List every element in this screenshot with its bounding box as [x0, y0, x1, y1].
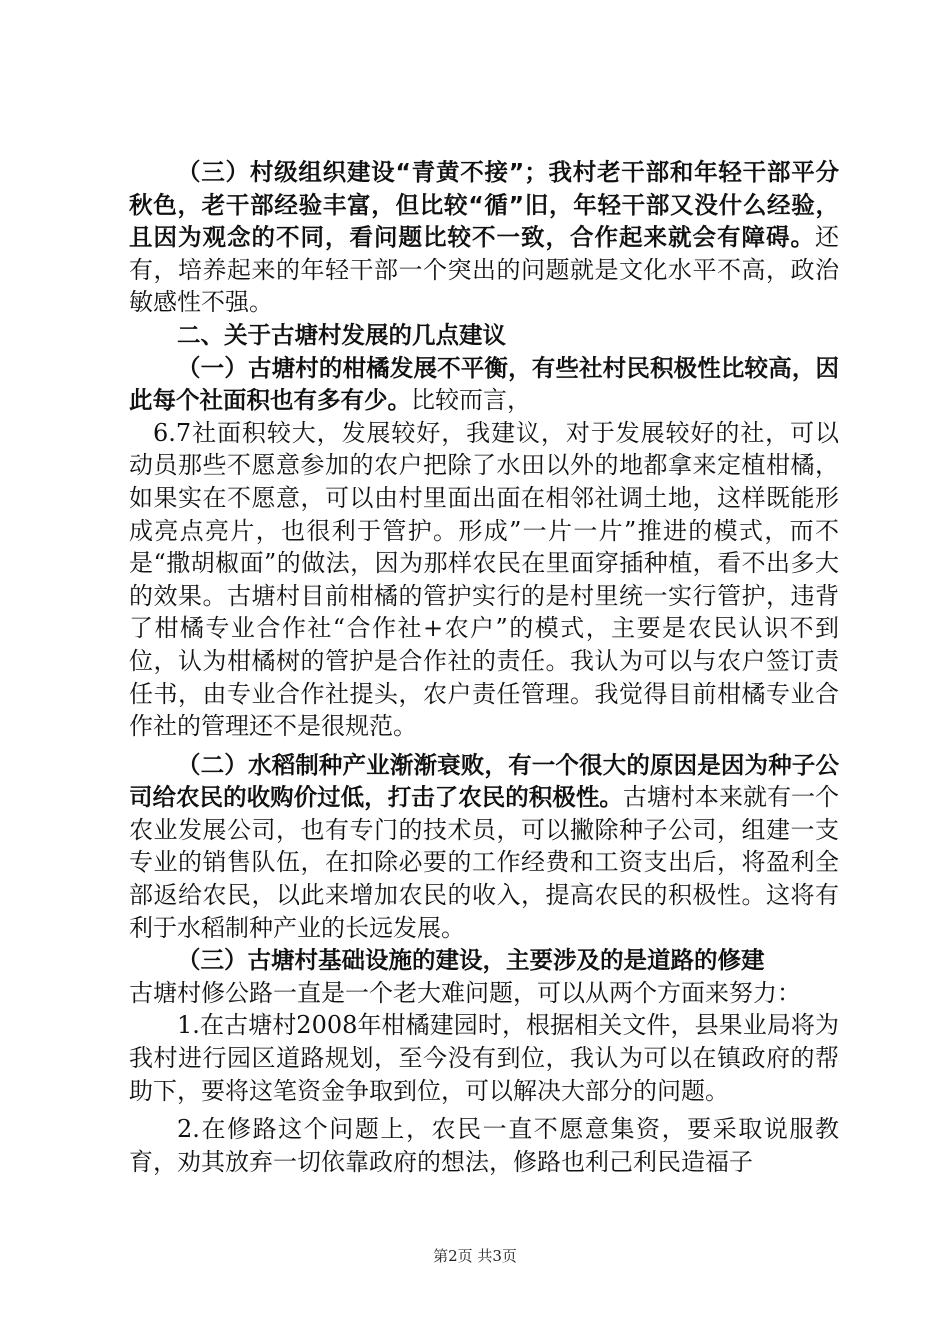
- paragraph-infrastructure-heading: [129, 944, 839, 977]
- paragraph-road-problem: [129, 977, 839, 1010]
- paragraph-rice-seed-industry: [129, 749, 839, 945]
- paragraph-road-point-1: [129, 1009, 839, 1107]
- page-footer: [0, 1245, 950, 1266]
- paragraph-text: 古塘村本来就有一个农业发展公司，也有专门的技术员，可以撇除种子公司，组建一支专业的销售队伍，在扣除必要的工作经费和工资支出后，将盈利全部返给农民，以此来增加农民的收入，提高农民的积极性。这将有利于水稻制种产业的长远发展。: [129, 783, 840, 942]
- document-body: [129, 156, 839, 1178]
- paragraph-citrus-imbalance: [129, 352, 839, 417]
- paragraph-text: 还有，培养起来的年轻干部一个突出的问题就是文化水平不高，政治敏感性不强。: [129, 223, 839, 317]
- paragraph-citrus-suggestion: [129, 417, 839, 743]
- paragraph-text: 古塘村修公路一直是一个老大难问题，可以从两个方面来努力：: [129, 978, 801, 1007]
- paragraph-text: 2.在修路这个问题上，农民一直不愿意集资，要采取说服教育，劝其放弃一切依靠政府的想法，修路也利己利民造福子: [129, 1115, 839, 1176]
- paragraph-bold-lead: （二）水稻制种产业渐渐衰败，有一个很大的原因是因为种子公司给农民的收购价过低，打击了农民的积极性。: [129, 750, 839, 812]
- section-heading-text: 二、关于古塘村发展的几点建议: [177, 320, 506, 349]
- paragraph-village-organization: [129, 156, 839, 319]
- paragraph-text: 1.在古塘村2008年柑橘建园时，根据相关文件，县果业局将为我村进行园区道路规划，至今没有到位，我认为可以在镇政府的帮助下，要将这笔资金争取到位，可以解决大部分的问题。: [129, 1011, 839, 1105]
- section-heading-suggestions: [129, 319, 839, 352]
- paragraph-bold-lead: （三）古塘村基础设施的建设，主要涉及的是道路的修建: [177, 946, 765, 975]
- paragraph-text: 比较而言，: [411, 386, 531, 415]
- paragraph-bold-lead: （三）村级组织建设“青黄不接”；我村老干部和年轻干部平分秋色，老干部经验丰富，但比较“循”旧，年轻干部又没什么经验，且因为观念的不同，看问题比较不一致，合作起来就会有障碍。: [129, 158, 839, 252]
- paragraph-bold-lead: （一）古塘村的柑橘发展不平衡，有些社村民积极性比较高，因此每个社面积也有多有少。: [129, 353, 839, 415]
- paragraph-text: 6.7社面积较大，发展较好，我建议，对于发展较好的社，可以动员那些不愿意参加的农户把除了水田以外的地都拿来定植柑橘，如果实在不愿意，可以由村里面出面在相邻社调土地，这样既能形成亮点亮片，也很利于管护。形成”一片一片”推进的模式，而不是“撒胡椒面”的做法，因为那样农民在里面穿插种植，看不出多大的效果。古塘村目前柑橘的管护实行的是村里统一实行管护，违背了柑橘专业合作社“合作社+农户”的模式，主要是农民认识不到位，认为柑橘树的管护是合作社的责任。我认为可以与农户签订责任书，由专业合作社提头，农户责任管理。我觉得目前柑橘专业合作社的管理还不是很规范。: [129, 418, 839, 741]
- paragraph-road-point-2: [129, 1113, 839, 1178]
- page-number-label: 第2页 共3页: [433, 1247, 517, 1265]
